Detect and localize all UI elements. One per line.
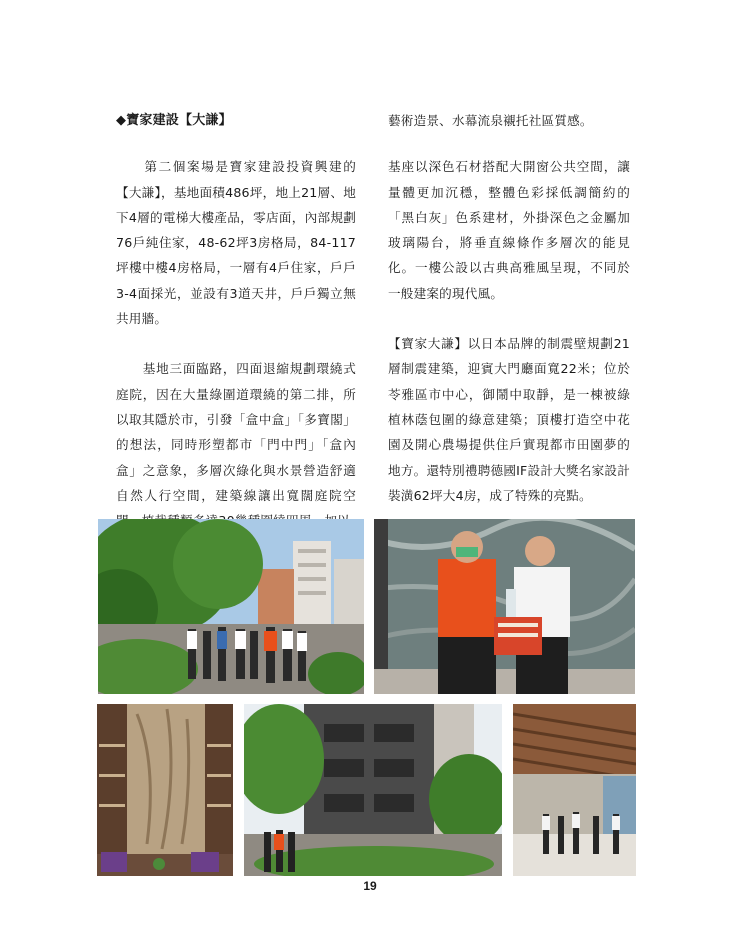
paragraph: 基座以深色石材搭配大開窗公共空間，讓量體更加沉穩，整體色彩採低調簡約的「黑白灰」色系建材，外掛深色之金屬加玻璃陽台，將垂直線條作多層次的能見化。一樓公設以古典高雅風呈現，不同於一般建案的現代風。 — [388, 159, 630, 301]
photo-handshake-marble — [374, 519, 635, 694]
photo-building-exterior — [244, 704, 502, 876]
left-column — [116, 108, 356, 558]
photo-wood-lobby — [513, 704, 636, 876]
paragraph: 藝術造景、水幕流泉襯托社區質感。 — [388, 113, 593, 128]
right-column — [388, 108, 630, 533]
section-heading: ◆寶家建設【大謙】 — [116, 113, 232, 128]
paragraph: 基地三面臨路，四面退縮規劃環繞式庭院，因在大量綠圍道環繞的第二排，所以取其隱於市，引發「盒中盒」「多寶閣」的想法，同時形塑都市「門中門」「盒內盒」之意象，多層次綠化與水景營造舒適自然人行空間，建築線讓出寬闊庭院空 — [116, 361, 356, 503]
paragraph: 【寶家大謙】以日本品牌的制震壁規劃21層制震建築，迎賓大門廳面寬22米；位於苓雅區市中心，御鬧中取靜，是一棟被綠植林蔭包圍的綠意建築；頂樓打造空中花園及開心農場提供住戶實現都市田園夢的地方。還特別禮聘德國IF設計大獎名家設計裝潢62坪大4房，成了特殊的亮點。 — [388, 336, 630, 503]
page-number: 19 — [363, 879, 377, 893]
photo-group-tour — [98, 519, 364, 694]
paragraph: 第二個案場是寶家建設投資興建的【大謙】，基地面積486坪，地上21層、地下4層的電梯大樓產品，零店面，內部規劃76戶純住家，48-62坪3房格局，84-117坪樓中樓4房格局，一層有4戶住家，戶戶3-4面採光，並設有3道天井，戶戶獨立無共用牆。 — [116, 159, 356, 327]
photo-lobby-carving — [97, 704, 233, 876]
